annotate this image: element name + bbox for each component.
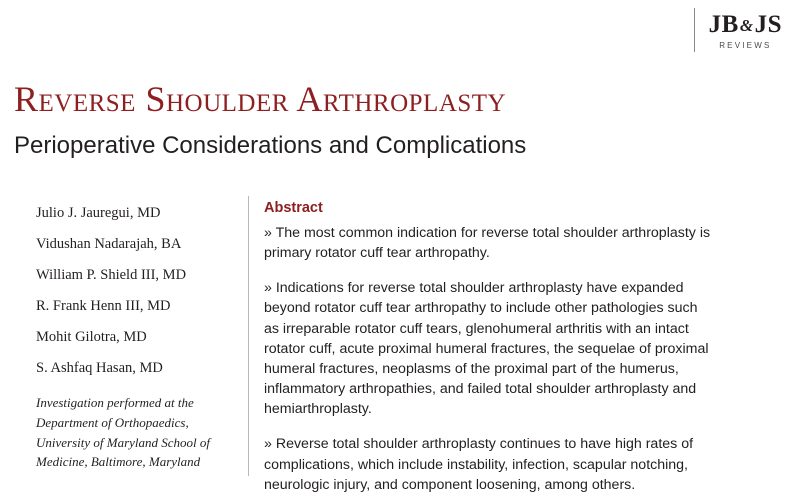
- logo-ampersand: &: [739, 16, 754, 35]
- journal-logo: [694, 8, 782, 54]
- abstract-heading: Abstract: [264, 200, 323, 216]
- page-title: Reverse Shoulder Arthroplasty: [14, 79, 507, 119]
- column-divider: [248, 196, 249, 476]
- logo-divider: [694, 8, 695, 52]
- abstract-paragraph: » Reverse total shoulder arthroplasty continues to have high rates of complications, which include instability, infection, scapular notching, neurologic injury, and component loosening, among others.: [264, 436, 694, 493]
- logo-text: [709, 8, 782, 54]
- author-list: [36, 205, 236, 391]
- abstract-paragraph: » The most common indication for reverse total shoulder arthroplasty is primary rotator cuff tear arthropathy.: [264, 225, 711, 262]
- author-name: William P. Shield III, MD: [36, 267, 187, 283]
- logo-wordmark: [709, 12, 782, 37]
- author-name: R. Frank Henn III, MD: [36, 298, 171, 314]
- abstract-paragraph: » Indications for reverse total shoulder arthroplasty have expanded beyond rotator cuff tear arthropathy to include other pathologies such as irreparable rotator cuff tears, glenohumeral arthritis with an intact rotator cuff, acute proximal humeral fractures, the sequelae of proximal humeral fractures, neoplasms of the proximal part of the humerus, inflammatory arthropathies, and failed total shoulder arthroplasty and hemiarthroplasty.: [264, 280, 709, 418]
- affiliation-note: Investigation performed at the Department of Orthopaedics, University of Maryland School of Medicine, Baltimore, Maryland: [36, 395, 211, 470]
- author-name: Julio J. Jauregui, MD: [36, 205, 161, 221]
- logo-right-text: JS: [754, 11, 782, 38]
- logo-left-text: JB: [708, 11, 739, 38]
- page-subtitle: Perioperative Considerations and Complications: [14, 132, 527, 159]
- logo-subtitle: REVIEWS: [719, 41, 772, 50]
- abstract-section: [264, 200, 716, 495]
- author-name: S. Ashfaq Hasan, MD: [36, 360, 163, 376]
- author-name: Vidushan Nadarajah, BA: [36, 236, 182, 252]
- author-name: Mohit Gilotra, MD: [36, 329, 147, 345]
